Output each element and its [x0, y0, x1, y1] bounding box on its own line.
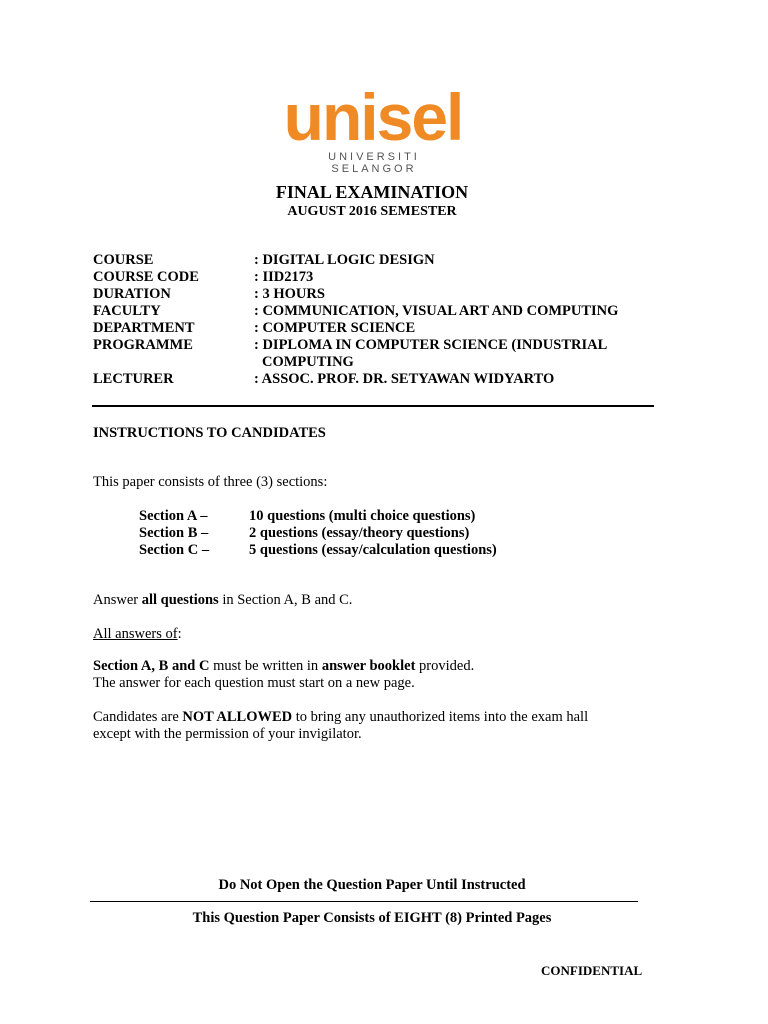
info-label: PROGRAMME [93, 337, 193, 353]
all-answers-label: All answers of [93, 626, 178, 642]
section-desc: 2 questions (essay/theory questions) [249, 525, 470, 541]
info-value: : IID2173 [254, 269, 314, 285]
logo-tagline: UNIVERSITI SELANGOR [328, 151, 420, 175]
info-label: COURSE [93, 252, 154, 268]
info-value: : ASSOC. PROF. DR. SETYAWAN WIDYARTO [254, 371, 555, 387]
info-label: COURSE CODE [93, 269, 199, 285]
booklet-bold-booklet: answer booklet [321, 658, 416, 674]
printed-pages-notice: This Question Paper Consists of EIGHT (8) Printed Pages [192, 910, 552, 926]
booklet-mid: must be written in [209, 658, 322, 674]
section-name: Section B – [139, 525, 209, 541]
section-item-b [139, 525, 497, 542]
unisel-logo [278, 80, 468, 175]
new-page-instruction: The answer for each question must start on a new page. [93, 675, 415, 691]
section-name: Section C – [139, 542, 210, 558]
course-info-table [93, 252, 673, 388]
info-label: FACULTY [93, 303, 161, 319]
section-name: Section A – [139, 508, 208, 524]
section-list [139, 508, 497, 559]
all-answers-colon: : [177, 626, 182, 642]
section-item-a [139, 508, 497, 525]
info-value: : COMPUTER SCIENCE [254, 320, 416, 336]
info-label: DURATION [93, 286, 171, 302]
info-value: : DIPLOMA IN COMPUTER SCIENCE (INDUSTRIAL COMPUTING [254, 337, 607, 370]
candidates-bold: NOT ALLOWED [182, 709, 293, 725]
info-value: : 3 HOURS [254, 286, 325, 302]
answer-instruction [93, 592, 693, 609]
section-desc: 10 questions (multi choice questions) [249, 508, 476, 524]
do-not-open-notice: Do Not Open the Question Paper Until Instructed [218, 877, 526, 893]
info-label: DEPARTMENT [93, 320, 195, 336]
booklet-bold-sections: Section A, B and C [93, 658, 210, 674]
footer-divider [90, 901, 638, 902]
info-row-programme [93, 337, 673, 371]
info-label: LECTURER [93, 371, 174, 387]
answer-prefix: Answer [93, 592, 142, 608]
info-row-faculty [93, 303, 673, 320]
exam-title: FINAL EXAMINATION [275, 182, 469, 202]
answer-bold: all questions [141, 592, 219, 608]
candidates-suffix: to bring any unauthorized items into the exam hall [292, 709, 589, 725]
candidates-rule-line1 [93, 709, 693, 726]
confidential-label: CONFIDENTIAL [541, 963, 643, 978]
candidates-rule-line2: except with the permission of your invigilator. [93, 726, 362, 742]
booklet-instruction [93, 658, 693, 675]
logo-wordmark: unisel [283, 80, 463, 154]
booklet-end: provided. [415, 658, 475, 674]
instructions-heading: INSTRUCTIONS TO CANDIDATES [93, 425, 326, 441]
all-answers-heading [93, 626, 693, 643]
info-row-course [93, 252, 673, 269]
exam-semester: AUGUST 2016 SEMESTER [287, 204, 457, 219]
header-divider [92, 405, 654, 407]
section-desc: 5 questions (essay/calculation questions) [249, 542, 497, 558]
info-value: : COMMUNICATION, VISUAL ART AND COMPUTING [254, 303, 619, 319]
info-row-lecturer [93, 371, 673, 388]
info-row-department [93, 320, 673, 337]
info-value: : DIGITAL LOGIC DESIGN [254, 252, 435, 268]
info-row-duration [93, 286, 673, 303]
info-row-course-code [93, 269, 673, 286]
section-item-c [139, 542, 497, 559]
answer-suffix: in Section A, B and C. [218, 592, 353, 608]
sections-intro: This paper consists of three (3) sections: [93, 474, 328, 490]
candidates-prefix: Candidates are [93, 709, 183, 725]
